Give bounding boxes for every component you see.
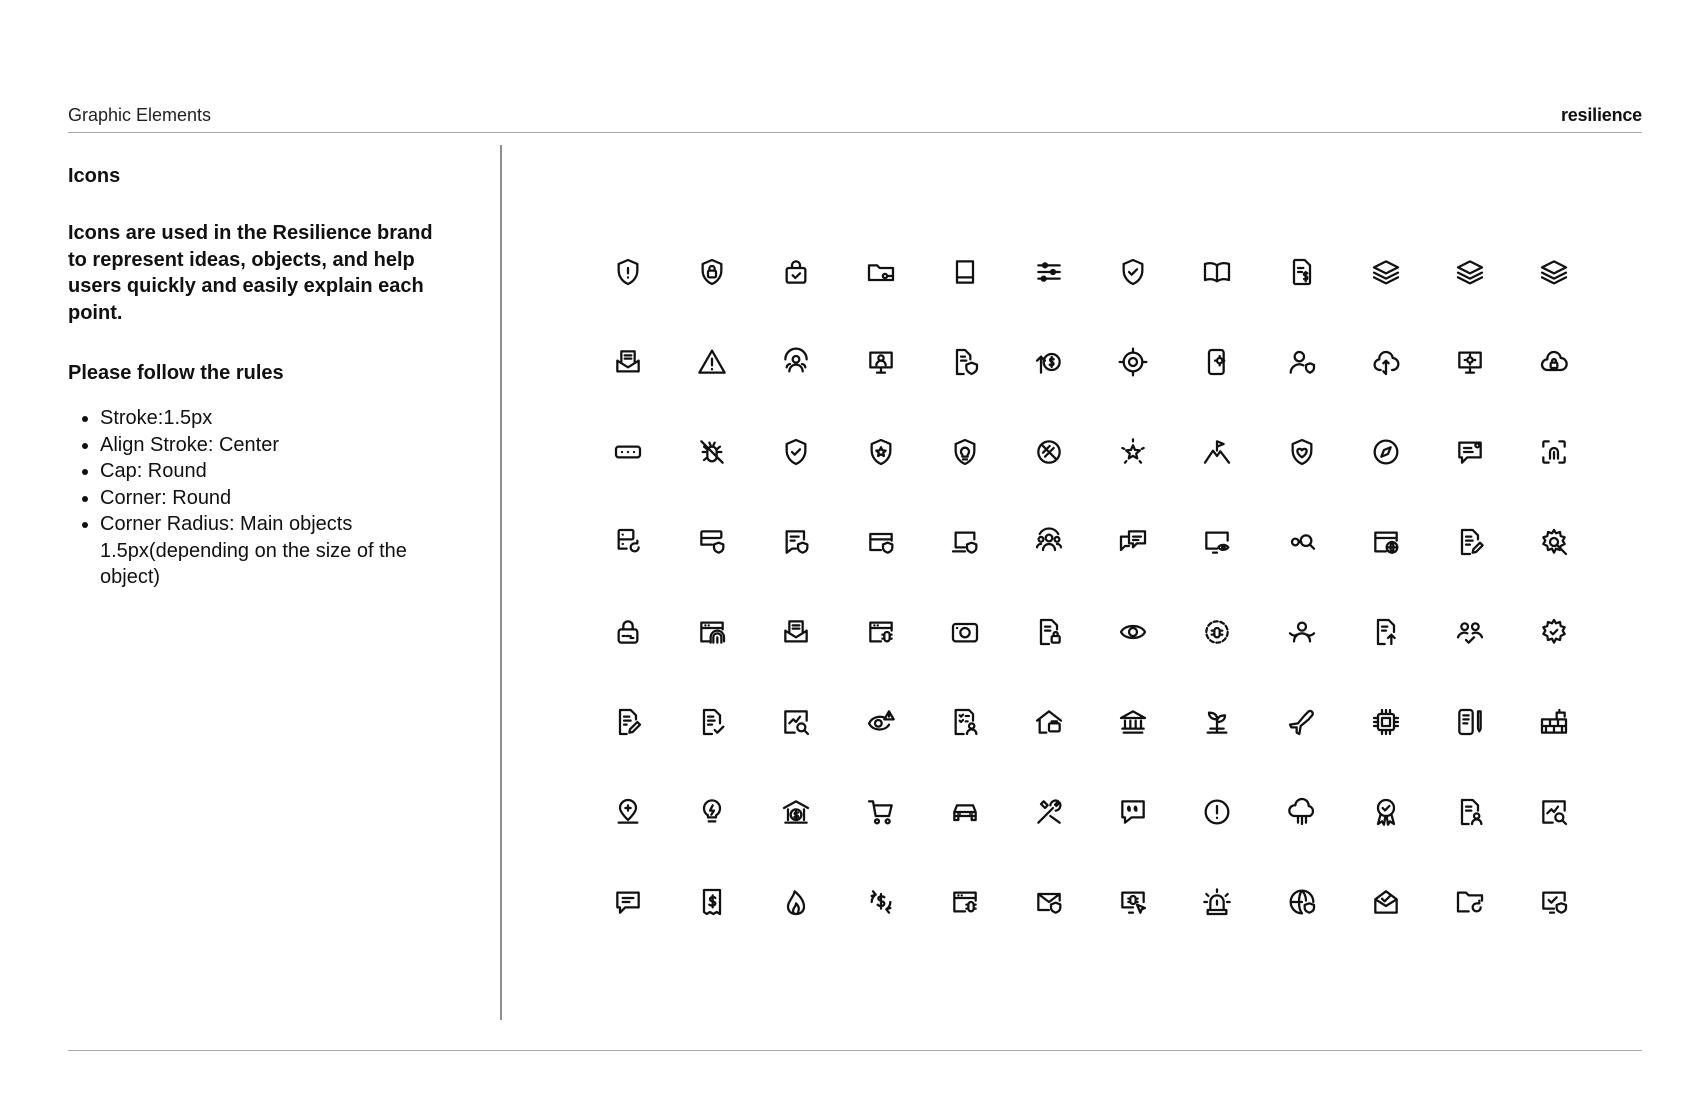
bug-target-icon (1201, 616, 1233, 648)
server-refresh-icon (612, 526, 644, 558)
monitor-bug-icon (1117, 886, 1149, 918)
browser-globe-icon (1370, 526, 1402, 558)
shield-bulb-icon (949, 436, 981, 468)
tools-icon (1033, 796, 1065, 828)
gear-wrench-icon (1538, 526, 1570, 558)
browser-bug-icon (949, 886, 981, 918)
bank-icon (1117, 706, 1149, 738)
phone-gear-icon (1201, 346, 1233, 378)
bug-off-icon (696, 436, 728, 468)
chat-bubbles-icon (1117, 526, 1149, 558)
icons-guidelines (68, 165, 448, 591)
icons-description: Icons are used in the Resilience brand to represent ideas, objects, and help users quickly and easily explain each point. (68, 222, 433, 324)
sliders-icon (1033, 256, 1065, 288)
ssl-lock-icon (612, 616, 644, 648)
phone-pen-icon (1454, 706, 1486, 738)
sparkle-star-icon (1117, 436, 1149, 468)
user-support-icon (1286, 616, 1318, 648)
book-icon (949, 256, 981, 288)
receipt-dollar-icon (696, 886, 728, 918)
rules-heading: Please follow the rules (68, 362, 284, 384)
document-user-icon (1454, 796, 1486, 828)
screen-eye-icon (1201, 526, 1233, 558)
page-header (68, 100, 1642, 133)
shield-check-icon (780, 436, 812, 468)
home-office-icon (1033, 706, 1065, 738)
gear-check-icon (1538, 616, 1570, 648)
chip-icon (1370, 706, 1402, 738)
rule-item: • Corner: Round (100, 485, 448, 512)
team-icon (1033, 526, 1065, 558)
section-title: Graphic Elements (68, 105, 212, 125)
monitor-user-icon (865, 346, 897, 378)
globe-shield-icon (1286, 886, 1318, 918)
car-icon (949, 796, 981, 828)
airplane-icon (1286, 706, 1318, 738)
column-divider (500, 145, 502, 1020)
brick-wall-icon (1538, 706, 1570, 738)
checklist-user-icon (949, 706, 981, 738)
shield-check-icon (1117, 256, 1149, 288)
shield-lock-icon (696, 256, 728, 288)
bag-check-icon (780, 256, 812, 288)
user-group-icon (780, 346, 812, 378)
award-badge-icon (1370, 796, 1402, 828)
monitor-gear-icon (1454, 346, 1486, 378)
document-upload-icon (1370, 616, 1402, 648)
eye-icon (1117, 616, 1149, 648)
warning-triangle-icon (696, 346, 728, 378)
document-shield-icon (949, 346, 981, 378)
quote-bubble-icon (1117, 796, 1149, 828)
inbox-document-icon (780, 616, 812, 648)
location-plus-icon (612, 796, 644, 828)
open-book-icon (1201, 256, 1233, 288)
camera-icon (949, 616, 981, 648)
inbox-document-icon (612, 346, 644, 378)
shield-alert-icon (612, 256, 644, 288)
password-field-icon (612, 436, 644, 468)
user-handshake-icon (1454, 616, 1486, 648)
brand-logo: resilience (1560, 105, 1642, 125)
document-edit-icon (1454, 526, 1486, 558)
mail-shield-icon (1033, 886, 1065, 918)
bank-dollar-icon (780, 796, 812, 828)
sprout-icon (1201, 706, 1233, 738)
screen-check-shield-icon (1538, 886, 1570, 918)
key-search-icon (1286, 526, 1318, 558)
chart-search-icon (780, 706, 812, 738)
document-check-icon (696, 706, 728, 738)
rule-item: • Cap: Round (100, 458, 448, 485)
cloud-sync-icon (1370, 346, 1402, 378)
folder-sync-icon (1454, 886, 1486, 918)
no-entry-icon (1033, 436, 1065, 468)
lightbulb-bolt-icon (696, 796, 728, 828)
alert-circle-icon (1201, 796, 1233, 828)
document-lock-icon (1033, 616, 1065, 648)
card-shield-icon (865, 526, 897, 558)
browser-bug-icon (865, 616, 897, 648)
server-shield-icon (696, 526, 728, 558)
cloud-lock-icon (1538, 346, 1570, 378)
user-shield-icon (1286, 346, 1318, 378)
document-pen-icon (612, 706, 644, 738)
document-dollar-icon (1286, 256, 1318, 288)
hand-coin-icon (1033, 346, 1065, 378)
rules-list (68, 405, 448, 591)
browser-fingerprint-icon (696, 616, 728, 648)
summit-flag-icon (1201, 436, 1233, 468)
shield-heart-icon (1286, 436, 1318, 468)
rule-item: • Corner Radius: Main objects 1.5px(depending on the size of the object) (100, 511, 448, 591)
chat-shield-icon (780, 526, 812, 558)
shopping-cart-icon (865, 796, 897, 828)
fingerprint-scan-icon (1538, 436, 1570, 468)
layers-icon (1538, 256, 1570, 288)
alarm-siren-icon (1201, 886, 1233, 918)
mail-check-icon (1370, 886, 1402, 918)
dollar-sync-icon (865, 886, 897, 918)
layers-icon (1370, 256, 1402, 288)
shield-star-icon (865, 436, 897, 468)
folder-key-icon (865, 256, 897, 288)
chat-text-icon (1454, 436, 1486, 468)
target-icon (1117, 346, 1149, 378)
eye-alert-icon (865, 706, 897, 738)
compass-icon (1370, 436, 1402, 468)
laptop-shield-icon (949, 526, 981, 558)
layers-icon (1454, 256, 1486, 288)
fire-icon (780, 886, 812, 918)
footer-divider (68, 1050, 1642, 1051)
rule-item: • Align Stroke: Center (100, 432, 448, 459)
rule-item: • Stroke:1.5px (100, 405, 448, 432)
page-title: Icons (68, 165, 121, 187)
cloud-network-icon (1286, 796, 1318, 828)
message-icon (612, 886, 644, 918)
chart-search-icon (1538, 796, 1570, 828)
